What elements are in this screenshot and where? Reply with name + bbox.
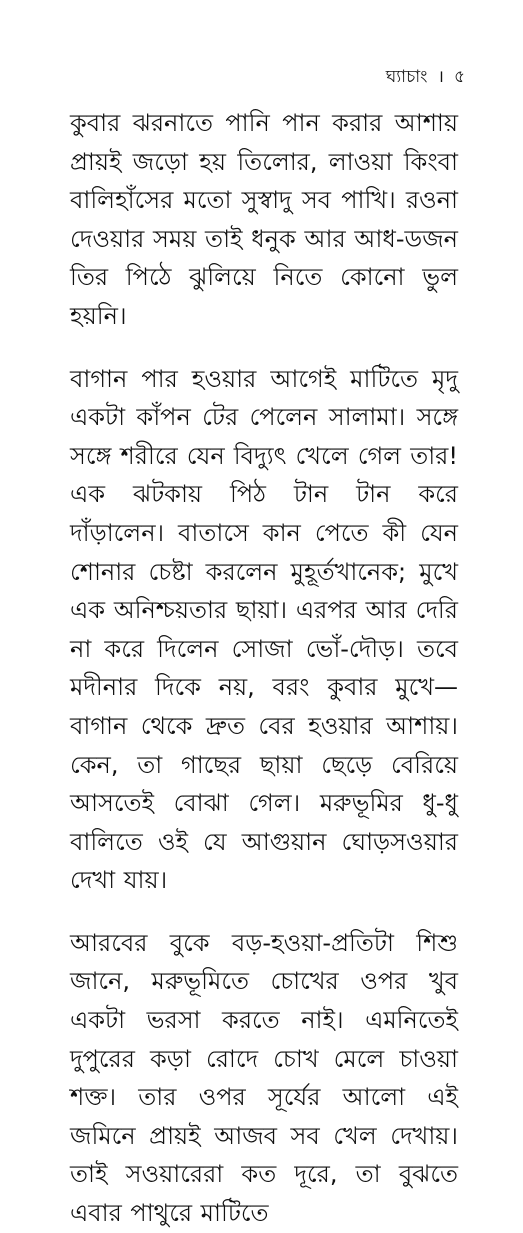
page-number: ৫ [453,67,465,87]
body-text [70,104,458,1233]
header-separator: । [437,67,444,87]
paragraph-2: বাগান পার হওয়ার আগেই মাটিতে মৃদু একটা কাঁপন টের পেলেন সালামা। সঙ্গে সঙ্গে শরীরে যেন বিদ্যুৎ খেলে গেল তার! এক ঝটকায় পিঠ টান টান করে দাঁড়ালেন। বাতাসে কান পেতে কী যেন শোনার চেষ্টা করলেন মুহূর্তখানেক; মুখে এক অনিশ্চয়তার ছায়া। এরপর আর দেরি না করে দিলেন সোজা ভোঁ-দৌড়। তবে মদীনার দিকে নয়, বরং কুবার মুখে—বাগান থেকে দ্রুত বের হওয়ার আশায়। কেন, তা গাছের ছায়া ছেড়ে বেরিয়ে আসতেই বোঝা গেল। মরুভূমির ধু-ধু বালিতে ওই যে আগুয়ান ঘোড়সওয়ার দেখা যায়। [70,364,458,895]
book-title: ঘ্যাচাং [385,67,428,87]
paragraph-3: আরবের বুকে বড়-হওয়া-প্রতিটা শিশু জানে, মরুভূমিতে চোখের ওপর খুব একটা ভরসা করতে নাই। এমনিতেই দুপুরের কড়া রোদে চোখ মেলে চাওয়া শক্ত। তার ওপর সূর্যের আলো এই জমিনে প্রায়ই আজব সব খেল দেখায়। তাই সওয়ারেরা কত দূরে, তা বুঝতে এবার পাথুরে মাটিতে [70,928,458,1228]
paragraph-1: কুবার ঝরনাতে পানি পান করার আশায় প্রায়ই জড়ো হয় তিলোর, লাওয়া কিংবা বালিহাঁসের মতো সুস্বাদু সব পাখি। রওনা দেওয়ার সময় তাই ধনুক আর আধ-ডজন তির পিঠে ঝুলিয়ে নিতে কোনো ভুল হয়নি। [70,109,458,330]
running-header [386,66,465,88]
